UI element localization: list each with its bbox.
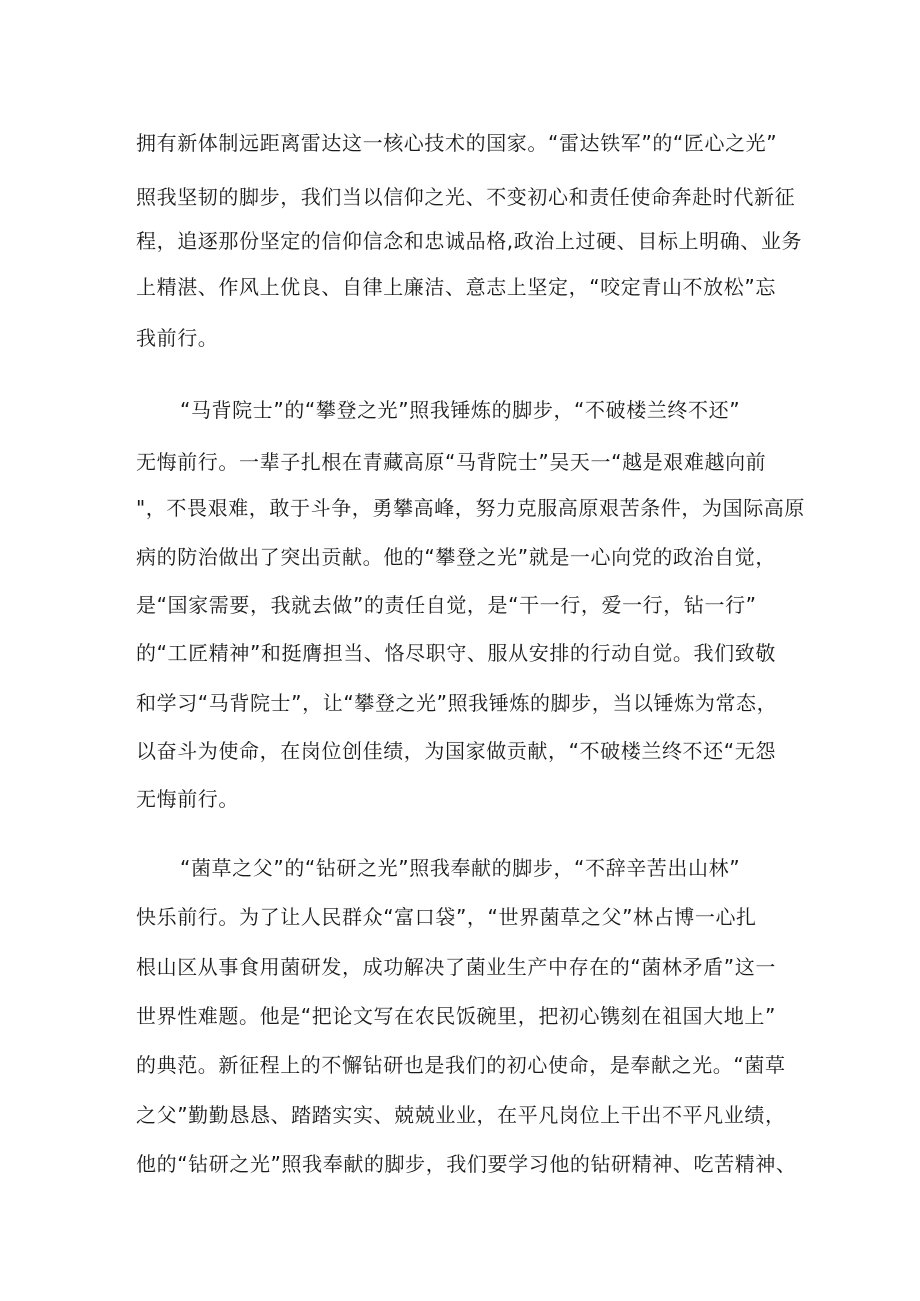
text-line: "，不畏艰难，敢于斗争，勇攀高峰，努力克服高原艰苦条件，为国际高原 (136, 496, 805, 520)
text-line: 照我坚韧的脚步，我们当以信仰之光、不变初心和责任使命奔赴时代新征 (136, 185, 796, 209)
text-line: 之父”勤勤恳恳、踏踏实实、兢兢业业，在平凡岗位上干出不平凡业绩， (136, 1103, 786, 1127)
text-line: 我前行。 (136, 326, 219, 350)
text-line: 是“国家需要，我就去做”的责任自觉，是“干一行，爱一行，钻一行” (136, 593, 757, 617)
text-line: 病的防治做出了突出贡献。他的“攀登之光”就是一心向党的政治自觉， (136, 545, 776, 569)
text-line: 上精湛、作风上优良、自律上廉洁、意志上坚定，“咬定青山不放松”忘 (136, 275, 776, 299)
text-line: 快乐前行。为了让人民群众“富口袋”，“世界菌草之父”林占博一心扎 (136, 905, 757, 929)
text-line: 无悔前行。一辈子扎根在青藏高原“马背院士”吴天一“越是艰难越向前 (136, 450, 767, 474)
text-line: 的“工匠精神”和挺膺担当、恪尽职守、服从安排的行动自觉。我们致敬 (136, 641, 776, 665)
text-line: 根山区从事食用菌研发，成功解决了菌业生产中存在的“菌林矛盾”这一 (136, 955, 776, 979)
text-line: 世界性难题。他是“把论文写在农民饭碗里，把初心镌刻在祖国大地上” (136, 1004, 776, 1028)
text-line: 拥有新体制远距离雷达这一核心技术的国家。“雷达铁军”的“匠心之光” (136, 131, 778, 155)
text-line: “马背院士”的“攀登之光”照我锤炼的脚步，“不破楼兰终不还” (180, 398, 741, 422)
text-line: 以奋斗为使命，在岗位创佳绩，为国家做贡献，“不破楼兰终不还“无怨 (136, 739, 776, 763)
text-line: 和学习“马背院士”，让“攀登之光”照我锤炼的脚步，当以锤炼为常态， (136, 691, 778, 715)
text-line: 的典范。新征程上的不懈钻研也是我们的初心使命，是奉献之光。“菌草 (136, 1053, 786, 1077)
text-line: “菌草之父”的“钻研之光”照我奉献的脚步，“不辞辛苦出山林” (180, 856, 741, 880)
text-line: 程，追逐那份坚定的信仰信念和忠诚品格,政治上过硬、目标上明确、业务 (136, 229, 803, 253)
text-line: 无悔前行。 (136, 787, 239, 811)
text-line: 他的“钻研之光”照我奉献的脚步，我们要学习他的钻研精神、吃苦精神、 (136, 1152, 797, 1176)
